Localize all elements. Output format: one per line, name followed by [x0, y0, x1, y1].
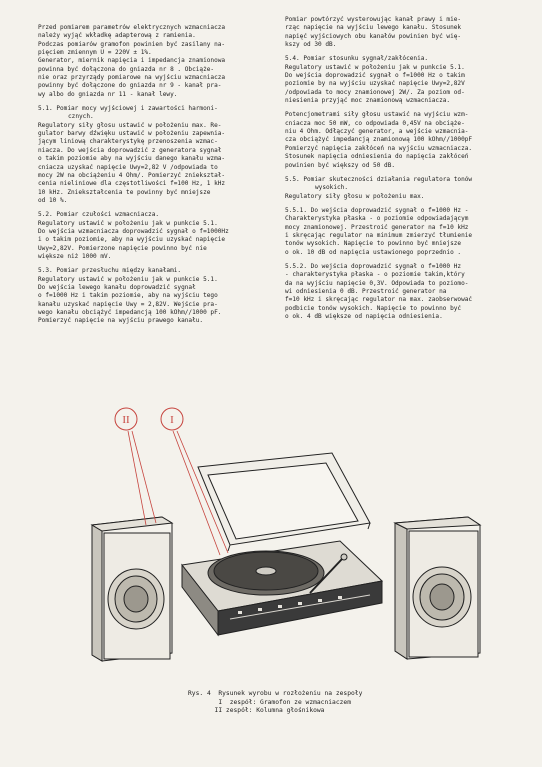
- callout-label-ii: II: [122, 414, 130, 426]
- text-line: da na wyjściu napięcie 0,3V. Odpowiada to poziomo-: [285, 279, 469, 287]
- left-text-column: [38, 24, 270, 332]
- text-line: niesienia przyjąć moc znamionową wzmacniacza.: [285, 97, 451, 105]
- section-heading: 5.1. Pomiar mocy wyjściowej i zawartości harmoni-: [38, 105, 218, 113]
- text-line: poziomie by na wyjściu uzyskać napięcie Uwy=2,82V: [285, 80, 465, 88]
- text-line: 5.5.2. Do wejścia doprowadzić sygnał o f=1000 Hz: [285, 262, 462, 270]
- section-5-4: [285, 55, 517, 105]
- text-line: tonów wysokich. Napięcie to powinno być mniejsze: [285, 240, 462, 248]
- text-line: Stosunek napięcia odniesienia do napięcia zakłóceń: [285, 153, 469, 161]
- text-line: Pomiar powtórzyć wysterowując kanał prawy i mie-: [285, 16, 462, 23]
- text-line: o takim poziomie aby na wyjściu danego kanału wzma-: [38, 155, 226, 163]
- figure-caption: [188, 690, 508, 716]
- text-line: Regulatory siły głosu w położeniu max.: [285, 192, 425, 200]
- text-line: rząc napięcie na wyjściu lewego kanału. Stosunek: [285, 24, 462, 32]
- text-line: Do wejścia wzmacniacza doprowadzić sygnał o f=1000Hz: [38, 227, 229, 235]
- text-line: należy wyjąć wkładkę adapterową z ramienia.: [38, 32, 196, 40]
- text-line: Generator, miernik napięcia i impedancja znamionowa: [38, 57, 226, 65]
- text-line: Potencjometrami siły głosu ustawić na wyjściu wzm-: [285, 111, 469, 119]
- callout-labels: [115, 408, 183, 430]
- text-line: wi odniesienia 0 dB. Przestroić generator na: [285, 287, 447, 295]
- text-line: f=10 kHz i skręcając regulator na max. zaobserwować: [285, 296, 473, 304]
- text-line: o f=1000 Hz i takim poziomie, aby na wyjściu tego: [38, 292, 218, 300]
- text-line: Do wejścia lewego kanału doprowadzić sygnał: [38, 283, 196, 291]
- text-line: Charakterystyka płaska - o poziomie odpowiadającym: [285, 215, 469, 223]
- text-line: Regulatory ustawić w położeniu jak w punkcie 5.1.: [285, 63, 465, 71]
- text-line: Regulatory siły głosu ustawić w położeniu max. Re-: [38, 121, 222, 129]
- text-line: Przed pomiarem parametrów elektrycznych wzmacniacza: [38, 24, 226, 31]
- turntable-lid: [198, 453, 370, 551]
- section-heading: 5.4. Pomiar stosunku sygnał/zakłócenia.: [285, 55, 429, 63]
- text-line: Regulatory ustawić w położeniu jak w punkcie 5.1.: [38, 219, 218, 227]
- section-5-3: [38, 267, 270, 325]
- section-5-1: [38, 105, 270, 205]
- text-line: i o takim poziomie, aby na wyjściu uzyskać napięcie: [38, 236, 226, 244]
- text-line: niacza. Do wejścia doprowadzić z generatora sygnał: [38, 146, 222, 154]
- caption-item-ii: II zespół: Kolumna głośnikowa: [188, 707, 325, 715]
- intro-paragraph: [38, 24, 270, 99]
- text-line: kszy od 30 dB.: [285, 41, 337, 49]
- text-line: o ok. 4 dB większe od napięcia odniesienia.: [285, 313, 443, 320]
- text-line: powinien być większy od 50 dB.: [285, 161, 396, 169]
- text-line: cniacza uzyskać napięcie Uwy=2,82 V /odpowiada to: [38, 163, 218, 171]
- text-line: pięciem zmiennym U = 220V ± 1%.: [38, 49, 152, 57]
- text-line: od 10 %.: [38, 196, 68, 204]
- text-line: /odpowiada to mocy znamionowej 2W/. Za poziom od-: [285, 88, 465, 96]
- text-line: Podczas pomiarów gramofon powinien być zasilany na-: [38, 40, 226, 48]
- section-5-5-1: [285, 207, 517, 257]
- text-line: mocy znamionowej. Przestroić generator na f=10 kHz: [285, 223, 469, 231]
- speaker-left: [92, 517, 172, 661]
- text-line: cenia nieliniowe dla częstotliwości f=100 Hz, 1 kHz: [38, 180, 226, 188]
- text-line: Regulatory ustawić w położeniu jak w punkcie 5.1.: [38, 275, 218, 283]
- text-line: 5.5.1. Do wejścia doprowadzić sygnał o f=1000 Hz -: [285, 206, 469, 214]
- section-5-2: [38, 211, 270, 261]
- text-line: wy albo do gniazda nr 11 - kanał lewy.: [38, 90, 178, 98]
- text-line: niu 4 Ohm. Odłączyć generator, a wejście wzmacnia-: [285, 128, 469, 136]
- section-5-4-continued: [285, 111, 517, 169]
- text-line: Uwy=2,82V. Pomierzone napięcie powinno być nie: [38, 244, 207, 252]
- section-heading: 5.3. Pomiar przesłuchu między kanałami.: [38, 267, 182, 275]
- text-line: - charakterystyka płaska - o poziomie takim,który: [285, 271, 465, 279]
- section-heading: cznych.: [68, 113, 94, 121]
- text-line: jącym liniową charakterystykę przenoszenia wzmac-: [38, 138, 218, 146]
- section-heading: 5.5. Pomiar skuteczności działania regulatora tonów: [285, 175, 473, 183]
- text-line: o ok. 10 dB od napięcia ustawionego poprzednio .: [285, 248, 462, 256]
- section-5-5: [285, 176, 517, 201]
- text-line: powinny być dołączone do gniazda nr 9 - kanał pra-: [38, 82, 222, 90]
- text-line: Pomierzyć napięcia zakłóceń na wyjściu wzmacniacza.: [285, 144, 473, 152]
- turntable-base: [182, 541, 382, 635]
- section-heading: wysokich.: [315, 184, 349, 192]
- section-heading: 5.2. Pomiar czułości wzmacniacza.: [38, 211, 160, 219]
- caption-title: Rys. 4 Rysunek wyrobu w rozłożeniu na zespoły: [188, 690, 363, 697]
- text-line: cza obciążyć impedancją znamionową 100 kOhm//1000pF: [285, 136, 473, 144]
- text-line: 10 kHz. Zniekształcenia te powinny być mniejsze: [38, 188, 211, 196]
- caption-item-i: I zespół: Gramofon ze wzmacniaczem: [188, 698, 352, 706]
- text-line: i skręcając regulator na minimum zmierzyć tłumienie: [285, 231, 473, 239]
- text-line: wego kanału obciążyć impedancją 100 kOhm//1000 pF.: [38, 309, 222, 316]
- section-5-3-continued: [285, 16, 517, 49]
- text-line: Pomierzyć napięcie na wyjściu prawego kanału.: [38, 317, 204, 325]
- text-line: powinna być dołączona do gniazda nr 8 . Obciąże-: [38, 65, 215, 73]
- callout-label-i: I: [170, 414, 174, 426]
- text-line: podbicie tonów wysokich. Napięcie to powinno być: [285, 304, 462, 312]
- right-text-column: [285, 16, 517, 327]
- text-line: gulator barwy dźwięku ustawić w położeniu zapewnia-: [38, 130, 226, 138]
- text-line: większe niż 1000 mV.: [38, 252, 112, 260]
- speaker-right: [395, 517, 480, 659]
- text-line: cniacza moc 50 mW, co odpowiada 0,45V na obciąże-: [285, 119, 465, 127]
- exploded-view-figure: [70, 405, 490, 675]
- text-line: nie oraz przyrządy pomiarowe na wyjściu wzmacniacza: [38, 74, 226, 82]
- text-line: napięć wyjściowych obu kanałów powinien być wię-: [285, 32, 462, 40]
- text-line: Do wejścia doprowadzić sygnał o f=1000 Hz o takim: [285, 72, 465, 80]
- section-5-5-2: [285, 263, 517, 321]
- text-line: mocy 2W na obciążeniu 4 Ohm/. Pomierzyć zniekształ-: [38, 171, 226, 179]
- text-line: kanału uzyskać napięcie Uwy = 2,82V. Wejście pra-: [38, 300, 218, 308]
